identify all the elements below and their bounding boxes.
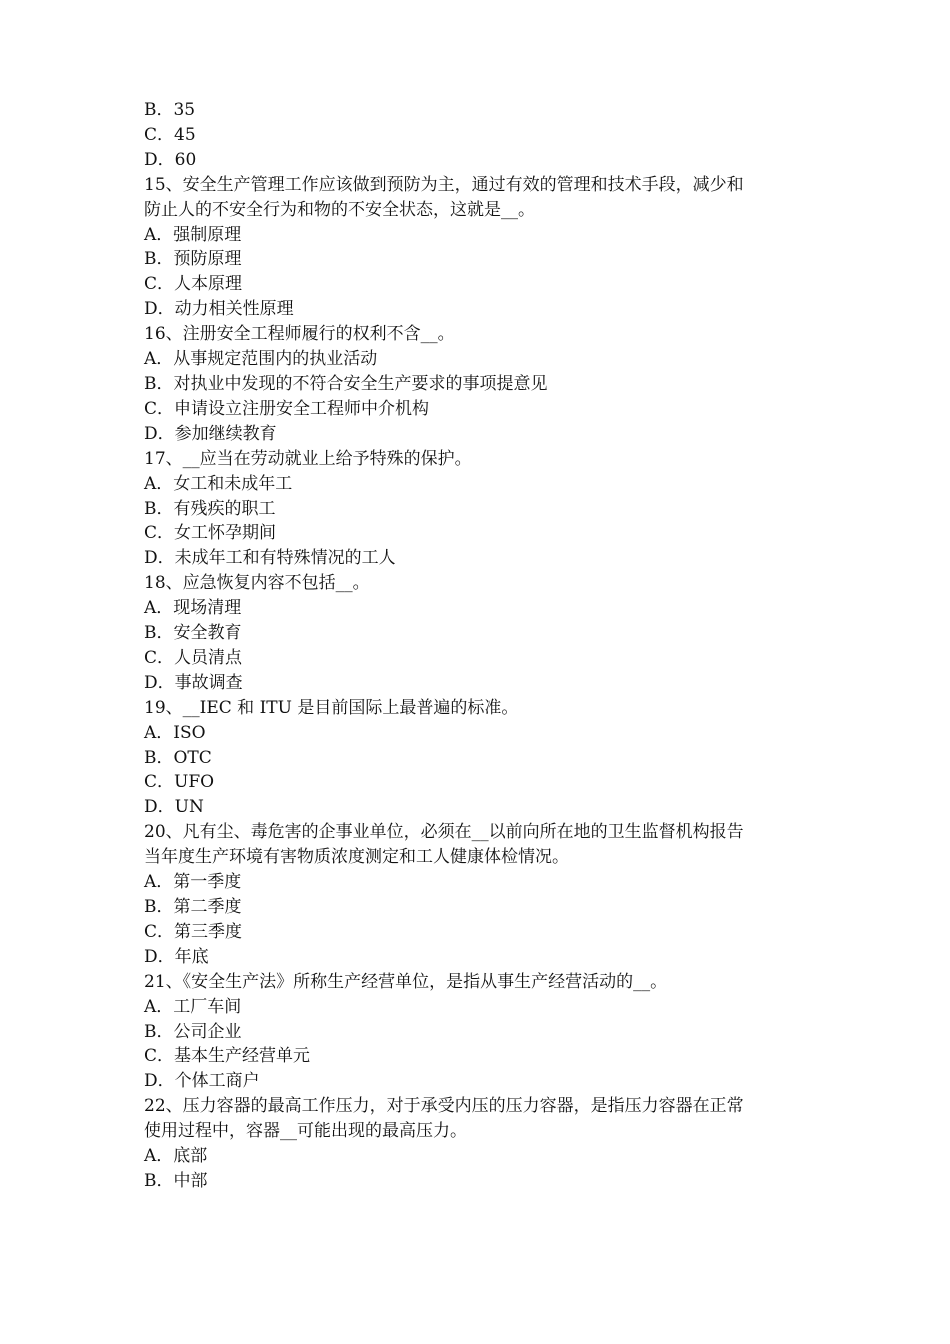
- question-18: 18、应急恢复内容不包括__。: [144, 573, 370, 594]
- option-line: D．年底: [144, 946, 209, 967]
- option-line: D．参加继续教育: [144, 423, 277, 444]
- question-15-line-2: 防止人的不安全行为和物的不安全状态，这就是__。: [144, 199, 535, 220]
- question-15-line-1: 15、安全生产管理工作应该做到预防为主，通过有效的管理和技术手段，减少和: [144, 174, 744, 195]
- option-line: D．未成年工和有特殊情况的工人: [144, 548, 396, 569]
- option-line: A．第一季度: [144, 872, 242, 893]
- option-line: B．OTC: [144, 747, 212, 768]
- option-line: B．中部: [144, 1170, 208, 1191]
- option-line: C．基本生产经营单元: [144, 1046, 311, 1067]
- option-line: B．公司企业: [144, 1021, 242, 1042]
- option-line: D．事故调查: [144, 672, 243, 693]
- option-line: B．安全教育: [144, 623, 242, 644]
- option-line: B．对执业中发现的不符合安全生产要求的事项提意见: [144, 373, 548, 394]
- option-line: D．UN: [144, 797, 204, 818]
- option-line: A．强制原理: [144, 224, 242, 245]
- option-line: C．人员清点: [144, 647, 243, 668]
- question-22-line-2: 使用过程中，容器__可能出现的最高压力。: [144, 1121, 467, 1142]
- question-20-line-2: 当年度生产环境有害物质浓度测定和工人健康体检情况。: [144, 847, 569, 868]
- option-line: A．工厂车间: [144, 996, 242, 1017]
- option-line: B．35: [144, 100, 196, 120]
- option-line: A．现场清理: [144, 598, 242, 619]
- option-line: B．有残疾的职工: [144, 498, 276, 519]
- question-16: 16、注册安全工程师履行的权利不含__。: [144, 324, 455, 345]
- option-line: A．从事规定范围内的执业活动: [144, 349, 378, 370]
- option-line: C．第三季度: [144, 921, 243, 942]
- option-line: A．ISO: [144, 722, 206, 743]
- option-line: D．个体工商户: [144, 1071, 260, 1092]
- question-17: 17、__应当在劳动就业上给予特殊的保护。: [144, 448, 472, 469]
- question-list: [144, 98, 814, 1194]
- question-19: 19、__IEC 和 ITU 是目前国际上最普遍的标准。: [144, 697, 519, 718]
- question-20-line-1: 20、凡有尘、毒危害的企事业单位，必须在__以前向所在地的卫生监督机构报告: [144, 822, 744, 843]
- option-line: C．UFO: [144, 772, 215, 793]
- option-line: C．人本原理: [144, 274, 243, 295]
- option-line: C．申请设立注册安全工程师中介机构: [144, 398, 430, 419]
- question-21: 21、《安全生产法》所称生产经营单位，是指从事生产经营活动的__。: [144, 971, 668, 992]
- option-line: B．第二季度: [144, 897, 242, 917]
- option-line: B．预防原理: [144, 249, 242, 270]
- option-line: C．女工怀孕期间: [144, 523, 277, 544]
- option-line: C．45: [144, 124, 196, 145]
- option-line: D．60: [144, 149, 197, 170]
- option-line: A．底部: [144, 1146, 208, 1167]
- question-22-line-1: 22、压力容器的最高工作压力，对于承受内压的压力容器，是指压力容器在正常: [144, 1096, 744, 1117]
- option-line: D．动力相关性原理: [144, 299, 294, 320]
- option-line: A．女工和未成年工: [144, 473, 293, 494]
